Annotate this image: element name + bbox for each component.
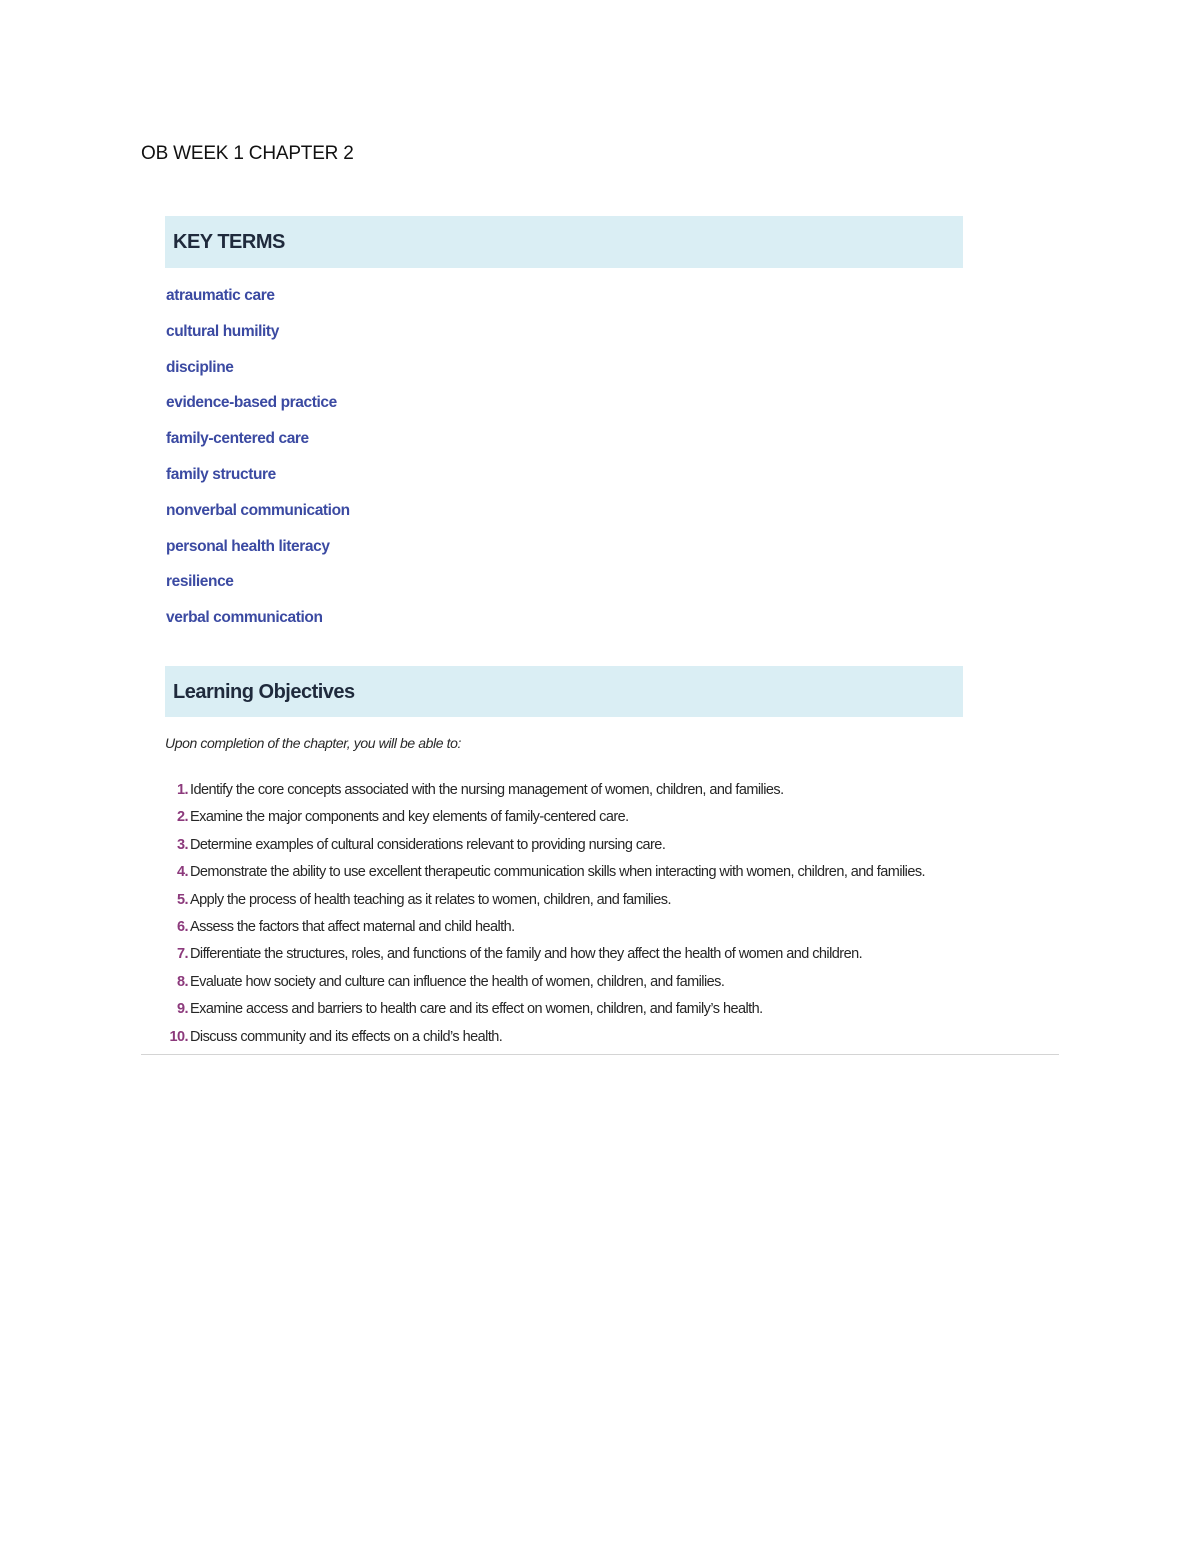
objective-item (166, 806, 925, 833)
objective-item (166, 889, 925, 916)
objective-text: Examine the major components and key elements of family-centered care. (190, 809, 629, 826)
objective-number: 5. (177, 891, 188, 908)
objective-number: 8. (177, 973, 188, 990)
key-terms-heading: KEY TERMS (165, 216, 963, 268)
page-title: OB WEEK 1 CHAPTER 2 (141, 143, 354, 164)
objective-number: 10. (169, 1028, 188, 1045)
key-term-link[interactable]: discipline (166, 358, 234, 376)
key-term-link[interactable]: cultural humility (166, 322, 279, 340)
objective-item (166, 1026, 925, 1053)
objective-item (166, 779, 925, 806)
key-terms-list (166, 283, 350, 641)
objective-item (166, 834, 925, 861)
objective-text: Assess the factors that affect maternal and child health. (190, 918, 515, 935)
learning-objectives-heading: Learning Objectives (165, 666, 963, 717)
objective-text: Demonstrate the ability to use excellent therapeutic communication skills when interacting with women, children, and families. (190, 864, 926, 881)
section-divider (141, 1054, 1059, 1055)
objective-text: Evaluate how society and culture can influence the health of women, children, and families. (190, 973, 725, 990)
key-term-link[interactable]: family structure (166, 465, 276, 483)
objectives-list (166, 779, 925, 1053)
objectives-intro: Upon completion of the chapter, you will be able to: (165, 735, 461, 751)
key-term-link[interactable]: family-centered care (166, 430, 309, 448)
key-term-link[interactable]: nonverbal communication (166, 501, 350, 519)
objective-item (166, 861, 925, 888)
objective-number: 9. (177, 1001, 188, 1018)
objective-item (166, 971, 925, 998)
objective-text: Identify the core concepts associated with the nursing management of women, children, and families. (190, 782, 784, 798)
objective-item (166, 943, 925, 970)
objective-text: Examine access and barriers to health care and its effect on women, children, and family’s health. (190, 1001, 763, 1018)
key-term-link[interactable]: evidence-based practice (166, 394, 337, 412)
objective-text: Apply the process of health teaching as it relates to women, children, and families. (190, 891, 671, 908)
objective-number: 4. (177, 864, 188, 881)
key-term-link[interactable]: personal health literacy (166, 537, 330, 555)
objective-number: 2. (177, 809, 188, 826)
objective-text: Discuss community and its effects on a child’s health. (190, 1028, 503, 1045)
objective-number: 6. (177, 918, 188, 935)
key-term-link[interactable]: verbal communication (166, 609, 323, 627)
key-term-link[interactable]: resilience (166, 573, 234, 591)
objective-item (166, 998, 925, 1025)
objective-number: 3. (177, 836, 188, 853)
key-term-link[interactable]: atraumatic care (166, 287, 275, 304)
objective-number: 7. (177, 946, 188, 963)
objective-text: Differentiate the structures, roles, and functions of the family and how they affect the health of women and children. (190, 946, 863, 963)
objective-text: Determine examples of cultural considerations relevant to providing nursing care. (190, 836, 666, 853)
objective-item (166, 916, 925, 943)
objective-number: 1. (177, 782, 188, 798)
